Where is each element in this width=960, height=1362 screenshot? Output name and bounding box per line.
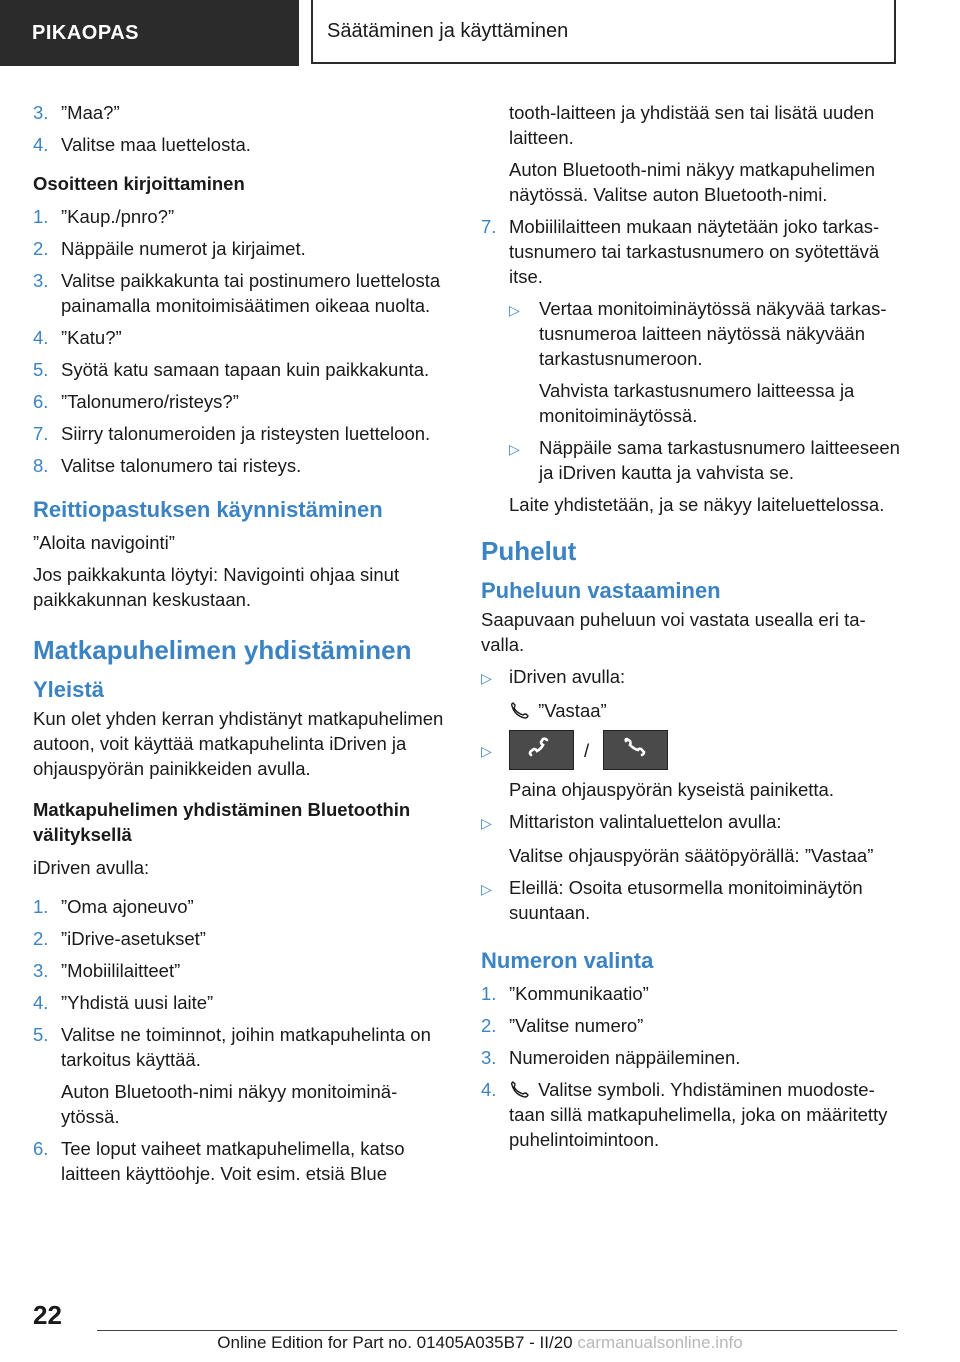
- item-text: Tee loput vaiheet matkapuhelimella, katso laitteen käyttöohje. Voit esim. etsiä Blue: [61, 1138, 405, 1184]
- item-number: 5.: [33, 359, 49, 380]
- edition-text: Online Edition for Part no. 01405A035B7 - II/20: [217, 1333, 573, 1352]
- bullet-sub-text: [509, 698, 901, 723]
- page-number: 22: [33, 1300, 62, 1330]
- general-heading: Yleistä: [33, 677, 104, 702]
- item-number: 7.: [481, 216, 497, 237]
- bullet-sub-text: Valitse ohjauspyörän säätöpyörällä: ”Vastaa”: [509, 845, 874, 866]
- list-item: [481, 1077, 901, 1152]
- route-heading: Reittiopastuksen käynnistäminen: [33, 497, 383, 522]
- item-number: 5.: [33, 1024, 49, 1045]
- chapter-tab: [311, 0, 896, 64]
- dial-step4-text: Valitse symboli. Yhdistäminen muodostetaan sillä matkapuhelimella, joka on määritetty puhelintoimintoon.: [509, 1079, 888, 1150]
- list-item: [481, 1013, 901, 1038]
- bullet-text: Mittariston valintaluettelon avulla:: [509, 811, 782, 832]
- bullet-sub-text: Vahvista tarkastusnumero laitteessa ja monitoiminäytössä.: [539, 380, 855, 426]
- triangle-bullet-icon: ▷: [509, 441, 520, 457]
- list-item: [33, 894, 449, 919]
- item-number: 4.: [33, 327, 49, 348]
- item-number: 4.: [33, 134, 49, 155]
- item-text: Valitse maa luettelosta.: [61, 134, 251, 155]
- address-steps: [33, 204, 449, 478]
- bullet-item: [509, 296, 901, 371]
- list-item: [481, 1045, 901, 1070]
- item-number: 8.: [33, 455, 49, 476]
- list-item: [33, 1022, 449, 1072]
- phone-connect-heading: Matkapuhelimen yhdistäminen: [33, 635, 412, 665]
- route-command: ”Aloita navigointi”: [33, 532, 175, 553]
- answer-paragraph: Saapuvaan puheluun voi vastata usealla eri tavalla.: [481, 609, 866, 655]
- triangle-bullet-icon: ▷: [481, 815, 492, 831]
- list-item: [33, 958, 449, 983]
- bluetooth-name-note: Auton Bluetooth-nimi näkyy matkapuhelimen näytössä. Valitse auton Bluetooth-nimi.: [509, 159, 876, 205]
- footer: [0, 1333, 960, 1353]
- list-item: [33, 453, 449, 478]
- bullet-text: Vertaa monitoiminäytössä näkyvää tarkastusnumeroa laitteen näytössä näkyvään tarkastusnumeroon.: [539, 298, 887, 369]
- footer-divider: [97, 1330, 897, 1331]
- item-number: 3.: [481, 1047, 497, 1068]
- list-item: [481, 214, 901, 289]
- left-column: [33, 100, 449, 1193]
- list-item: [33, 268, 449, 318]
- right-column: [481, 100, 901, 1159]
- item-text: ”Maa?”: [61, 102, 120, 123]
- answer-command: ”Vastaa”: [538, 700, 607, 721]
- item-text: ”Mobiililaitteet”: [61, 960, 181, 981]
- item-number: 4.: [33, 992, 49, 1013]
- calls-heading: Puhelut: [481, 536, 577, 566]
- bullet-item: [509, 435, 901, 485]
- item-text: Siirry talonumeroiden ja risteysten luetteloon.: [61, 423, 431, 444]
- bullet-text: Näppäile sama tarkastusnumero laitteeseen ja iDriven kautta ja vahvista se.: [539, 437, 900, 483]
- route-description: Jos paikkakunta löytyi: Navigointi ohjaa sinut paikkakunnan keskustaan.: [33, 564, 400, 610]
- item-text: ”Yhdistä uusi laite”: [61, 992, 214, 1013]
- call-end-button-image: [603, 730, 668, 770]
- phone-icon: [509, 1081, 533, 1099]
- item-number: 2.: [33, 928, 49, 949]
- list-item: [33, 325, 449, 350]
- separator: /: [584, 739, 590, 761]
- triangle-bullet-icon: ▷: [481, 670, 492, 686]
- item-number: 7.: [33, 423, 49, 444]
- continuation-text: tooth-laitteen ja yhdistää sen tai lisätä uuden laitteen.: [509, 102, 875, 148]
- item-number: 3.: [33, 960, 49, 981]
- item-number: 2.: [33, 238, 49, 259]
- triangle-bullet-icon: ▷: [481, 742, 492, 759]
- chapter-title: Säätäminen ja käyttäminen: [327, 19, 569, 42]
- phone-handset-icon: [528, 737, 554, 761]
- item-text: ”Kaup./pnro?”: [61, 206, 175, 227]
- item-text: Mobiililaitteen mukaan näytetään joko tarkastusnumero tai tarkastusnumero on syötettävä itse.: [509, 216, 880, 287]
- item-text: Näppäile numerot ja kirjaimet.: [61, 238, 306, 259]
- item-text: ”Valitse numero”: [509, 1015, 644, 1036]
- item-text: Valitse paikkakunta tai postinumero luettelosta painamalla monitoimisäätimen oikeaa nuolta.: [61, 270, 441, 316]
- item-number: 3.: [33, 270, 49, 291]
- list-item: [33, 389, 449, 414]
- country-steps: [33, 100, 449, 157]
- item-number: 6.: [33, 1138, 49, 1159]
- section-title: PIKAOPAS: [32, 21, 139, 44]
- answer-heading: Puheluun vastaaminen: [481, 578, 721, 603]
- bluetooth-heading: Matkapuhelimen yhdistäminen Bluetoothin välityksellä: [33, 799, 411, 845]
- triangle-bullet-icon: ▷: [509, 302, 520, 318]
- list-item: [33, 421, 449, 446]
- item-text: Valitse talonumero tai risteys.: [61, 455, 302, 476]
- watermark: carmanualsonline.info: [577, 1333, 743, 1352]
- bluetooth-intro: iDriven avulla:: [33, 857, 150, 878]
- list-item: [33, 204, 449, 229]
- bullet-sub-text: Paina ohjauspyörän kyseistä painiketta.: [509, 779, 834, 800]
- general-paragraph: Kun olet yhden kerran yhdistänyt matkapuhelimen autoon, voit käyttää matkapuhelinta iDriven ja ohjauspyörän painikkeiden avulla.: [33, 708, 444, 779]
- connected-note: Laite yhdistetään, ja se näkyy laiteluettelossa.: [509, 494, 885, 515]
- item-text: ”Kommunikaatio”: [509, 983, 649, 1004]
- item-text: Valitse ne toiminnot, joihin matkapuhelinta on tarkoitus käyttää.: [61, 1024, 431, 1070]
- item-text: ”iDrive-asetukset”: [61, 928, 206, 949]
- list-item: [33, 236, 449, 261]
- bullet-item: [481, 875, 901, 925]
- dial-heading: Numeron valinta: [481, 948, 654, 973]
- bullet-item: [481, 730, 901, 770]
- list-item: [33, 1136, 449, 1186]
- triangle-bullet-icon: ▷: [481, 881, 492, 897]
- item-text: ”Katu?”: [61, 327, 122, 348]
- list-item: [33, 990, 449, 1015]
- item-text: ”Oma ajoneuvo”: [61, 896, 194, 917]
- item-text: ”Talonumero/risteys?”: [61, 391, 239, 412]
- list-item: [33, 100, 449, 125]
- list-item: [33, 132, 449, 157]
- item-text: Numeroiden näppäileminen.: [509, 1047, 741, 1068]
- address-heading: Osoitteen kirjoittaminen: [33, 173, 245, 194]
- item-number: 1.: [481, 983, 497, 1004]
- bullet-text: Eleillä: Osoita etusormella monitoiminäytön suuntaan.: [509, 877, 863, 923]
- bullet-item: [481, 809, 901, 836]
- item-text: Syötä katu samaan tapaan kuin paikkakunta.: [61, 359, 430, 380]
- bullet-item: [481, 664, 901, 691]
- step5-note: Auton Bluetooth-nimi näkyy monitoiminäytössä.: [61, 1081, 398, 1127]
- bullet-text: iDriven avulla:: [509, 666, 626, 687]
- section-tab: [0, 0, 299, 66]
- item-text: [509, 1077, 901, 1152]
- item-number: 1.: [33, 206, 49, 227]
- list-item: [33, 926, 449, 951]
- item-number: 1.: [33, 896, 49, 917]
- list-item: [33, 357, 449, 382]
- item-number: 4.: [481, 1079, 497, 1100]
- bluetooth-steps: [33, 894, 449, 1072]
- phone-icon: [509, 702, 533, 720]
- phone-handset-icon: [622, 737, 648, 761]
- item-number: 2.: [481, 1015, 497, 1036]
- call-accept-button-image: [509, 730, 574, 770]
- item-number: 6.: [33, 391, 49, 412]
- list-item: [481, 981, 901, 1006]
- dial-steps: [481, 981, 901, 1070]
- item-number: 3.: [33, 102, 49, 123]
